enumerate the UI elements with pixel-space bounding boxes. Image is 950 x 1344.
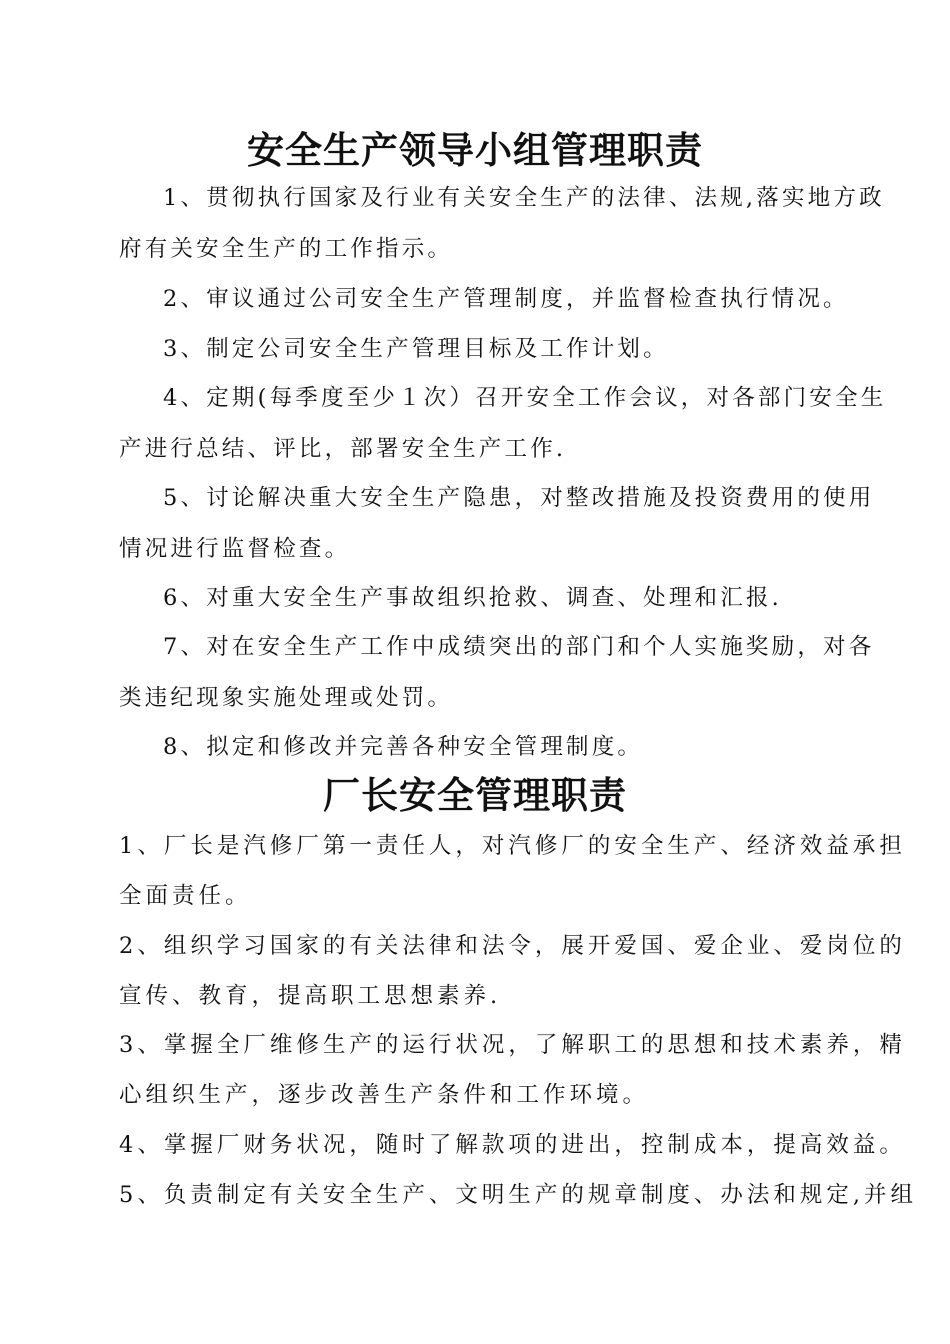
section-title-safety-leadership-group: 安全生产领导小组管理职责 [247, 128, 703, 172]
paragraph-line: 产进行总结、评比，部署安全生产工作. [119, 436, 567, 462]
paragraph-line: 6、对重大安全生产事故组织抢救、调查、处理和汇报. [163, 585, 782, 611]
paragraph-line: 情况进行监督检查。 [119, 536, 351, 562]
paragraph-line: 5、讨论解决重大安全生产隐患，对整改措施及投资费用的使用 [163, 485, 875, 511]
paragraph-line: 1、贯彻执行国家及行业有关安全生产的法律、法规,落实地方政 [163, 185, 885, 211]
paragraph-line: 1、厂长是汽修厂第一责任人，对汽修厂的安全生产、经济效益承担 [119, 833, 906, 859]
section-title-factory-director: 厂长安全管理职责 [323, 773, 627, 817]
paragraph-line: 心组织生产，逐步改善生产条件和工作环境。 [119, 1082, 650, 1108]
paragraph-line: 3、制定公司安全生产管理目标及工作计划。 [163, 336, 669, 362]
paragraph-line: 类违纪现象实施处理或处罚。 [119, 685, 454, 711]
paragraph-line: 4、定期(每季度至少１次）召开安全工作会议，对各部门安全生 [163, 385, 887, 411]
paragraph-line: 府有关安全生产的工作指示。 [119, 236, 454, 262]
paragraph-line: 宣传、教育，提高职工思想素养. [119, 983, 502, 1009]
paragraph-line: 7、对在安全生产工作中成绩突出的部门和个人实施奖励，对各 [163, 634, 875, 660]
paragraph-line: 2、组织学习国家的有关法律和法令，展开爱国、爱企业、爱岗位的 [119, 933, 906, 959]
paragraph-line: 全面责任。 [119, 883, 252, 909]
paragraph-line: 4、掌握厂财务状况，随时了解款项的进出，控制成本，提高效益。 [119, 1132, 906, 1158]
paragraph-line: 5、负责制定有关安全生产、文明生产的规章制度、办法和规定,并组 [119, 1182, 917, 1208]
paragraph-line: 3、掌握全厂维修生产的运行状况，了解职工的思想和技术素养，精 [119, 1032, 906, 1058]
paragraph-line: 2、审议通过公司安全生产管理制度，并监督检查执行情况。 [163, 286, 849, 312]
paragraph-line: 8、拟定和修改并完善各种安全管理制度。 [163, 734, 644, 760]
